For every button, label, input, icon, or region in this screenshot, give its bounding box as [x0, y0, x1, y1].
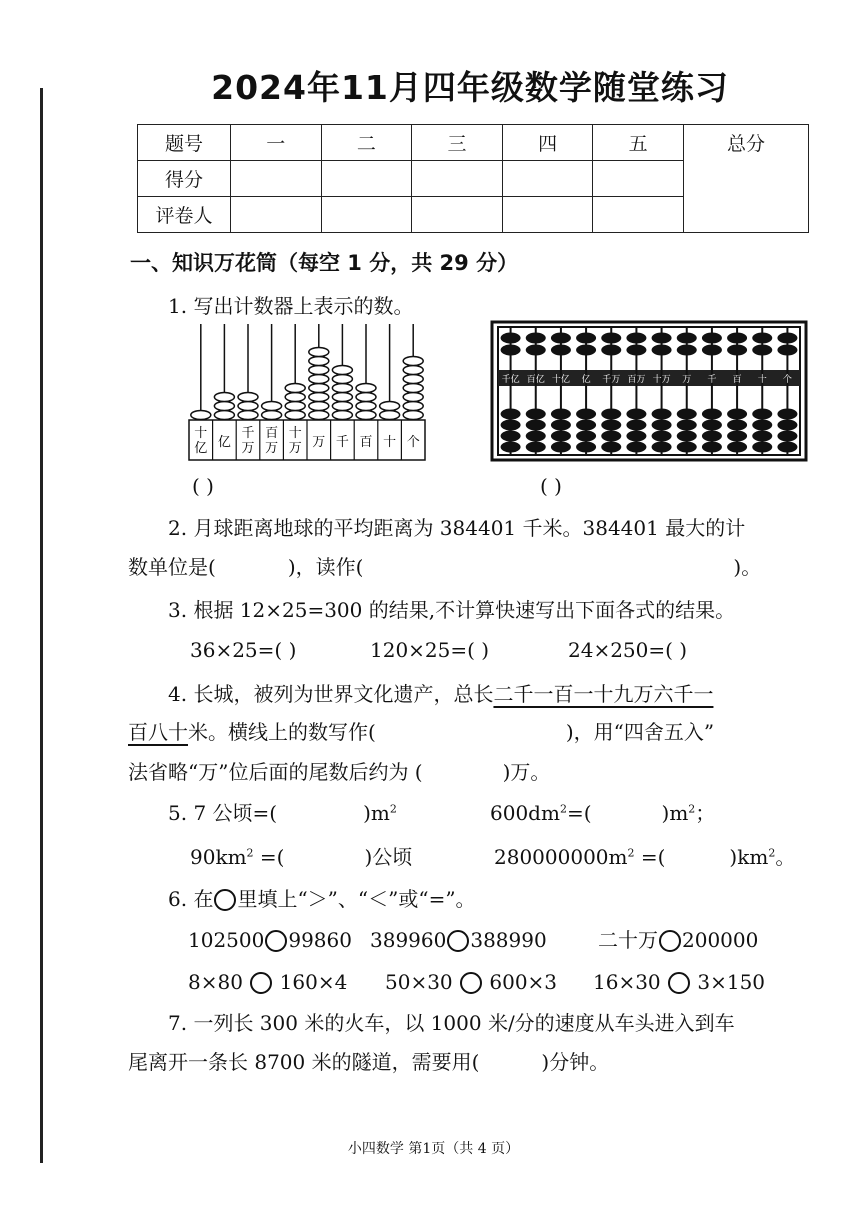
abacus-bead	[677, 333, 697, 344]
abacus-bead	[652, 420, 672, 431]
q6-right: 99860	[288, 928, 352, 952]
counter-bead	[309, 375, 329, 384]
score-header-3: 三	[412, 125, 503, 161]
abacus-bead	[752, 431, 772, 442]
abacus-bead	[601, 409, 621, 420]
counter-bead	[262, 402, 282, 411]
q6-row2-b	[385, 972, 557, 994]
abacus-bead	[652, 442, 672, 453]
counter-bead	[309, 348, 329, 357]
counter-bead	[214, 393, 234, 402]
q7-line2-a: 尾离开一条长 8700 米的隧道，需要用(	[128, 1050, 480, 1074]
abacus-bead	[677, 420, 697, 431]
q1-answer-1[interactable]: ( )	[192, 474, 214, 498]
abacus-bead	[601, 333, 621, 344]
q6-row1-b	[370, 930, 547, 952]
q4-line3-a: 法省略“万”位后面的尾数后约为 (	[128, 760, 423, 784]
q6-left: 50×30	[385, 970, 453, 994]
q5-d-unit: )km	[729, 845, 769, 869]
sup: 2	[688, 802, 696, 816]
abacus-place-label: 百	[732, 375, 742, 385]
counter-place-label: 万	[288, 441, 302, 456]
counter-bead	[214, 402, 234, 411]
abacus-place-label: 百万	[627, 375, 646, 385]
q6-prompt-b: 里填上“＞”、“＜”或“=”。	[237, 887, 476, 911]
abacus-bead	[702, 333, 722, 344]
abacus-bead	[526, 442, 546, 453]
q3-c[interactable]: 24×250=( )	[568, 638, 688, 662]
q4-line3	[128, 762, 550, 782]
q2-line2-c: )。	[733, 555, 762, 579]
q5-c-eq: =(	[253, 845, 285, 869]
score-header-4: 四	[502, 125, 593, 161]
section-heading: 一、知识万花筒（每空 1 分，共 29 分）	[130, 251, 519, 275]
abacus-bead	[702, 409, 722, 420]
abacus-bead	[677, 442, 697, 453]
compare-circle-icon[interactable]	[250, 972, 272, 994]
q1-answer-2[interactable]: ( )	[540, 474, 562, 498]
abacus-bead	[626, 420, 646, 431]
counter-place-label: 百	[359, 435, 373, 450]
abacus-bead	[501, 431, 521, 442]
counter-bead	[356, 402, 376, 411]
score-cell[interactable]	[593, 161, 684, 197]
score-header-5: 五	[593, 125, 684, 161]
abacus-bead	[501, 409, 521, 420]
q7-line1: 7. 一列长 300 米的火车，以 1000 米/分的速度从车头进入到车	[168, 1011, 735, 1035]
abacus-bead	[777, 333, 797, 344]
q6-left: 二十万	[598, 928, 658, 952]
abacus-bead	[702, 420, 722, 431]
q3-a[interactable]: 36×25=( )	[190, 638, 297, 662]
score-header-label: 题号	[138, 125, 231, 161]
abacus-figure	[490, 318, 810, 463]
counter-bead	[309, 402, 329, 411]
sup: 2	[246, 846, 254, 860]
q7-line2	[128, 1052, 609, 1072]
abacus-bead	[551, 333, 571, 344]
counter-bead	[238, 393, 258, 402]
grader-cell[interactable]	[412, 197, 503, 233]
counter-bead	[285, 411, 305, 420]
counter-bead	[403, 393, 423, 402]
counter-bead	[238, 402, 258, 411]
abacus-bead	[601, 345, 621, 356]
counter-bead	[309, 411, 329, 420]
counter-place-label: 千	[335, 435, 349, 450]
abacus-bead	[551, 431, 571, 442]
grader-row-label: 评卷人	[138, 197, 231, 233]
abacus-bead	[777, 431, 797, 442]
q6-left: 102500	[188, 928, 265, 952]
q4-underlined-number-2: 百八十	[128, 720, 188, 744]
q4-underlined-number-1: 二千一百一十九万六千一	[493, 682, 714, 706]
abacus-bead	[626, 409, 646, 420]
counter-bead	[332, 402, 352, 411]
q6-left: 16×30	[593, 970, 661, 994]
counter-bead	[403, 357, 423, 366]
abacus-place-label: 十万	[652, 375, 671, 385]
q5-a	[168, 803, 397, 823]
score-table	[137, 124, 809, 233]
abacus-bead	[702, 442, 722, 453]
abacus-bead	[601, 442, 621, 453]
abacus-bead	[551, 409, 571, 420]
abacus-bead	[601, 420, 621, 431]
q1-prompt: 1. 写出计数器上表示的数。	[168, 294, 414, 318]
abacus-place-label: 个	[782, 375, 792, 385]
q5-b	[490, 803, 715, 823]
counter-bead	[309, 366, 329, 375]
score-cell[interactable]	[321, 161, 412, 197]
counter-bead	[285, 384, 305, 393]
abacus-bead	[677, 409, 697, 420]
abacus-bead	[777, 345, 797, 356]
abacus-bead	[576, 345, 596, 356]
abacus-bead	[752, 333, 772, 344]
q5-d-end: 。	[775, 845, 796, 869]
counter-bead	[380, 402, 400, 411]
q3-line1: 3. 根据 12×25=300 的结果,不计算快速写出下面各式的结果。	[168, 598, 736, 622]
abacus-bead	[576, 442, 596, 453]
q6-prompt-a: 6. 在	[168, 887, 214, 911]
score-cell[interactable]	[231, 161, 322, 197]
counter-bead	[309, 393, 329, 402]
abacus-bead	[626, 333, 646, 344]
abacus-bead	[526, 345, 546, 356]
abacus-bead	[501, 442, 521, 453]
sup: 2	[627, 846, 635, 860]
abacus-bead	[576, 420, 596, 431]
q5-b-unit: )m	[661, 801, 689, 825]
counter-bead	[403, 411, 423, 420]
q6-right: 160×4	[279, 970, 348, 994]
score-cell[interactable]	[502, 161, 593, 197]
counter-bead	[403, 375, 423, 384]
q4-line1-a: 4. 长城，被列为世界文化遗产，总长	[168, 682, 494, 706]
q6-row2-a	[188, 972, 347, 994]
counter-bead	[332, 366, 352, 375]
q6-prompt	[168, 889, 476, 911]
abacus-bead	[626, 345, 646, 356]
abacus-bead	[652, 333, 672, 344]
counter-bead	[285, 402, 305, 411]
grader-cell[interactable]	[231, 197, 322, 233]
abacus-bead	[526, 333, 546, 344]
counter-bead	[403, 402, 423, 411]
abacus-place-label: 百亿	[526, 375, 545, 385]
compare-circle-icon[interactable]	[668, 972, 690, 994]
abacus-place-label: 千万	[602, 375, 621, 385]
counter-place-label: 千	[241, 426, 255, 441]
grader-cell[interactable]	[502, 197, 593, 233]
q5-d-eq: =(	[634, 845, 666, 869]
abacus-bead	[727, 431, 747, 442]
counter-place-label: 万	[265, 441, 279, 456]
sup: 2	[559, 802, 567, 816]
counter-place-label: 个	[406, 435, 420, 450]
compare-circle-icon[interactable]	[265, 930, 287, 952]
counter-bead	[191, 411, 211, 420]
q6-row1-a	[188, 930, 352, 952]
abacus-bead	[727, 420, 747, 431]
q5-b-end: ；	[695, 801, 716, 825]
q2-line2-a: 数单位是(	[128, 555, 216, 579]
q4-line2-c: )，用“四舍五入”	[565, 720, 715, 744]
counter-bead	[332, 375, 352, 384]
abacus-bead	[526, 431, 546, 442]
counter-bead	[309, 357, 329, 366]
abacus-bead	[727, 409, 747, 420]
abacus-bead	[652, 409, 672, 420]
q3-b[interactable]: 120×25=( )	[370, 638, 490, 662]
counter-bead	[380, 411, 400, 420]
counter-bead	[285, 393, 305, 402]
score-header-total: 总分	[684, 125, 809, 233]
q5-b-left: 600dm	[490, 801, 560, 825]
q6-right: 3×150	[697, 970, 766, 994]
abacus-bead	[677, 345, 697, 356]
abacus-place-label: 万	[682, 375, 692, 385]
q4-line1	[168, 684, 713, 704]
page-title: 2024年11月四年级数学随堂练习	[211, 68, 729, 107]
counter-bead	[356, 384, 376, 393]
counter-bead	[356, 411, 376, 420]
counter-place-label: 百	[265, 426, 279, 441]
score-header-1: 一	[231, 125, 322, 161]
abacus-bead	[576, 409, 596, 420]
q5-b-eq: =(	[566, 801, 592, 825]
abacus-bead	[752, 442, 772, 453]
q5-c	[190, 847, 412, 867]
abacus-place-label: 十亿	[551, 375, 570, 385]
counter-bead	[332, 411, 352, 420]
abacus-bead	[551, 345, 571, 356]
q5-c-left: 90km	[190, 845, 247, 869]
compare-circle-icon[interactable]	[659, 930, 681, 952]
counter-place-label: 亿	[217, 435, 231, 450]
q5-a-unit: )m	[363, 801, 390, 825]
q4-line2	[128, 722, 714, 742]
counter-bead	[356, 393, 376, 402]
abacus-bead	[551, 420, 571, 431]
compare-circle-icon[interactable]	[460, 972, 482, 994]
counter-bead	[214, 411, 234, 420]
abacus-bead	[727, 333, 747, 344]
abacus-bead	[576, 431, 596, 442]
counter-place-label: 亿	[194, 441, 208, 456]
q4-line3-b: )万。	[502, 760, 551, 784]
abacus-bead	[727, 442, 747, 453]
q5-d	[494, 847, 795, 867]
abacus-bead	[752, 420, 772, 431]
abacus-place-label: 亿	[581, 375, 591, 385]
abacus-bead	[626, 431, 646, 442]
abacus-bead	[727, 345, 747, 356]
abacus-bead	[526, 420, 546, 431]
q4-line2-b: 米。横线上的数写作(	[188, 720, 376, 744]
abacus-bead	[777, 409, 797, 420]
abacus-bead	[677, 431, 697, 442]
counter-place-label: 万	[241, 441, 255, 456]
q5-d-left: 280000000m	[494, 845, 628, 869]
counter-bead	[238, 411, 258, 420]
abacus-bead	[601, 431, 621, 442]
score-header-2: 二	[321, 125, 412, 161]
abacus-place-label: 千	[707, 375, 717, 385]
compare-circle-icon[interactable]	[447, 930, 469, 952]
counter-place-label: 十	[288, 426, 302, 441]
sup: 2	[768, 846, 776, 860]
q5-a-left: 5. 7 公顷=(	[168, 801, 278, 825]
q2-line2-b: )，读作(	[287, 555, 364, 579]
abacus-bead	[501, 333, 521, 344]
abacus-bead	[702, 431, 722, 442]
counter-figure	[185, 318, 430, 463]
abacus-bead	[501, 345, 521, 356]
counter-place-label: 十	[194, 426, 208, 441]
grader-cell[interactable]	[321, 197, 412, 233]
abacus-bead	[777, 420, 797, 431]
q6-left: 389960	[370, 928, 447, 952]
q6-right: 600×3	[489, 970, 558, 994]
counter-bead	[262, 411, 282, 420]
sup: 2	[389, 802, 397, 816]
q6-left: 8×80	[188, 970, 243, 994]
circle-icon	[214, 889, 236, 911]
counter-bead	[403, 366, 423, 375]
abacus-bead	[652, 345, 672, 356]
q5-c-unit: )公顷	[364, 845, 413, 869]
abacus-place-label: 十	[757, 375, 767, 385]
q2-line2	[128, 557, 761, 577]
counter-bead	[332, 384, 352, 393]
abacus-bead	[626, 442, 646, 453]
abacus-bead	[752, 409, 772, 420]
abacus-bead	[526, 409, 546, 420]
abacus-bead	[652, 431, 672, 442]
counter-place-label: 万	[312, 435, 326, 450]
abacus-bead	[576, 333, 596, 344]
counter-place-label: 十	[383, 435, 397, 450]
q6-row1-c	[598, 930, 758, 952]
q6-row2-c	[593, 972, 765, 994]
abacus-bead	[702, 345, 722, 356]
page-footer: 小四数学 第1页（共 4 页）	[347, 1141, 520, 1157]
q6-right: 388990	[470, 928, 547, 952]
abacus-place-label: 千亿	[501, 375, 520, 385]
score-cell[interactable]	[412, 161, 503, 197]
q2-line1: 2. 月球距离地球的平均距离为 384401 千米。384401 最大的计	[168, 516, 746, 540]
abacus-bead	[777, 442, 797, 453]
counter-bead	[403, 384, 423, 393]
counter-bead	[309, 384, 329, 393]
q7-line2-b: )分钟。	[541, 1050, 610, 1074]
abacus-bead	[752, 345, 772, 356]
counter-bead	[332, 393, 352, 402]
q6-right: 200000	[682, 928, 759, 952]
score-row-label: 得分	[138, 161, 231, 197]
abacus-bead	[501, 420, 521, 431]
binding-line	[40, 88, 43, 1163]
abacus-bead	[551, 442, 571, 453]
grader-cell[interactable]	[593, 197, 684, 233]
